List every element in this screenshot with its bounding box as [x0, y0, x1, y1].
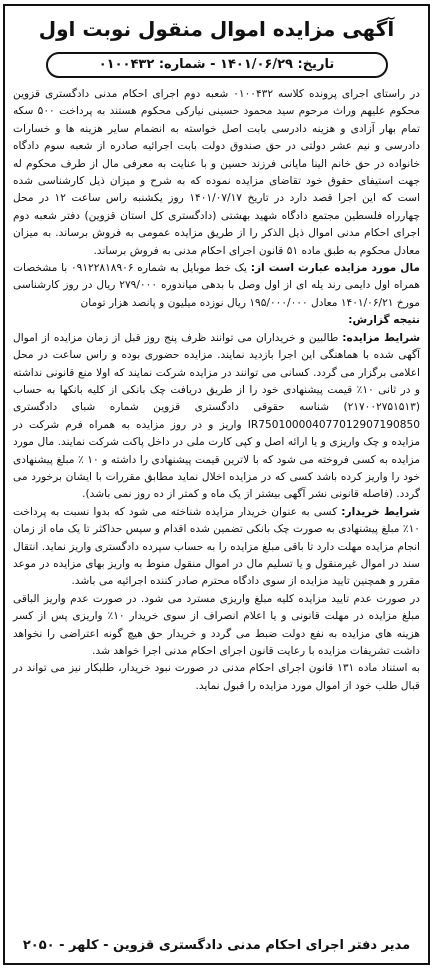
- property-text: یک خط موبایل به شماره ۰۹۱۲۲۸۱۸۹۰۶ با مشخصات همراه اول دایمی رند یله ای از اول وصل با بدهی میاندوره ۲۷۹/۰۰۰ ریال در روز کارشناسی مورخ ۱۴۰۱/۰۶/۲۱ معادل ۱۹۵/۰۰۰/۰۰۰ ریال نوزده میلیون و پانصد هزار تومان: [13, 262, 420, 309]
- auction-terms-text: طالبین و خریداران می توانند ظرف پنج روز قبل از زمان مزایده از اموال آگهی شده با هماهنگی این اجرا بازدید نمایند. مزایده حضوری بوده و راس ساعت در محل اعلامی برگزار می گردد. کسانی می توانند در مزایده شرکت نمایند که اولا منع قانونی نداشته و در ثانی ۱۰٪ قیمت پیشنهادی خود را از طریق دریافت چک بانکی از کلیه بانکها به حساب (۲۱۷۰۰۲۷۵۱۵۱۳) شناسه حقوقی دادگستری قزوین شماره شبای دادگستری IR750100004077012907190850 واریز و در روز مزایده به همراه فرم شرکت در مزایده و چک واریزی و یا ارائه اصل و کپی کارت ملی در داخل پاکت شرکت نمایند. مال مورد مزایده به کسی فروخته می شود که با لاترین قیمت پیشنهادی را داشته و ۱۰ ٪ مبلغ پیشنهادی خود را واریز کرده باشد کسی که در مزایده اخلال نماید مطابق مقررات با ایشان برخورد می گردد. (فاصله قانونی نشر آگهی بیشتر از یک ماه و کمتر از ده روز نمی باشد).: [13, 331, 420, 501]
- intro-paragraph: در راستای اجرای پرونده کلاسه ۰۱۰۰۴۳۲ شعبه دوم اجرای احکام مدنی دادگستری قزوین محکوم علیهم وراث مرحوم سید محمود حسینی نیارکی محکوم هستند به پرداخت ۵۰۰ سکه تمام بهار آزادی و هزینه دادرسی بابت اصل خواسته به انضمام سایر هزینه ها و خسارات دادرسی و نیم عشر دولتی در حق صندوق دولت بابت اجرائیه صادره از شعبه سوم دادگاه خانواده در حق خانم الینا مایانی فرزند حسین و با عنایت به معرفی مال از طرف محکوم له جهت استیفای حقوق خود تقاضای مزایده نموده که به شرح و میزان ذیل کارشناسی شده است که این اجرا قصد دارد در تاریخ ۱۴۰۱/۰۷/۱۷ روز یکشنبه راس ساعت ۱۲ در محل چهارراه فلسطین مجتمع دادگاه شهید بهشتی (دادگستری کل استان قزوین) دفتر شعبه دوم اجرای احکام مدنی اموال ذیل الذکر را از طریق مزایده عمومی به فروش برساند. به میزان معادل محکوم به طبق ماده ۵۱ قانون اجرای احکام مدنی به فروش برساند.: [13, 88, 421, 257]
- result-heading: نتیجه گزارش:: [348, 314, 420, 327]
- notice-footer-signature: مدیر دفتر اجرای احکام مدنی دادگستری قزوین - کلهر - ۲۰۵۰: [22, 938, 411, 953]
- refund-paragraph: در صورت عدم تایید مزایده کلیه مبلغ واریزی مسترد می شود. در صورت عدم واریز الباقی مبلغ مزایده در مهلت قانونی و یا اعلام انصراف از سوی خریدار ۱۰٪ واریزی پس از کسر هزینه های مزایده به نفع دولت ضبط می گردد و خریدار حق هیچ گونه اعتراضی را نخواهد داشت تشریفات مزایده با رعایت قانون اجرای احکام مدنی اجرا خواهد شد.: [13, 592, 420, 657]
- buyer-terms-text: کسی به عنوان خریدار مزایده شناخته می شود که بدوا نسبت به پرداخت ۱۰٪ مبلغ پیشنهادی به صورت چک بانکی تضمین شده اقدام و سپس حداکثر تا یک ماه از زمان انجام مزایده مهلت دارد تا باقی مبلغ مزایده را به حساب سپرده دادگستری واریز نماید. انتقال سند در اموال غیرمنقول و یا تسلیم مال در اموال منقول منوط به واریز بهای مزایده در موعد مقرر و همچنین تایید مزایده از سوی دادگاه محترم صادر کننده اجرائیه می باشد.: [13, 505, 420, 588]
- auction-terms-paragraph: [13, 330, 420, 504]
- notice-body: [13, 86, 420, 695]
- article-paragraph: به استناد ماده ۱۳۱ قانون اجرای احکام مدنی در صورت نبود خریدار، طلبکار نیز می تواند در قبال طلب خود از اموال مورد مزایده را قبول نماید.: [13, 662, 421, 692]
- property-heading: مال مورد مزایده عبارت است از:: [250, 262, 420, 275]
- date-number-box: تاریخ: ۱۴۰۱/۰۶/۲۹ - شماره: ۰۱۰۰۴۳۲: [46, 52, 388, 78]
- buyer-terms-paragraph: [13, 504, 420, 591]
- buyer-terms-heading: شرایط خریدار:: [341, 505, 420, 518]
- auction-terms-heading: شرایط مزایده:: [342, 331, 420, 344]
- notice-title: آگهی مزایده اموال منقول نوبت اول: [38, 17, 395, 41]
- auction-notice: [3, 4, 430, 965]
- property-paragraph: [13, 260, 420, 312]
